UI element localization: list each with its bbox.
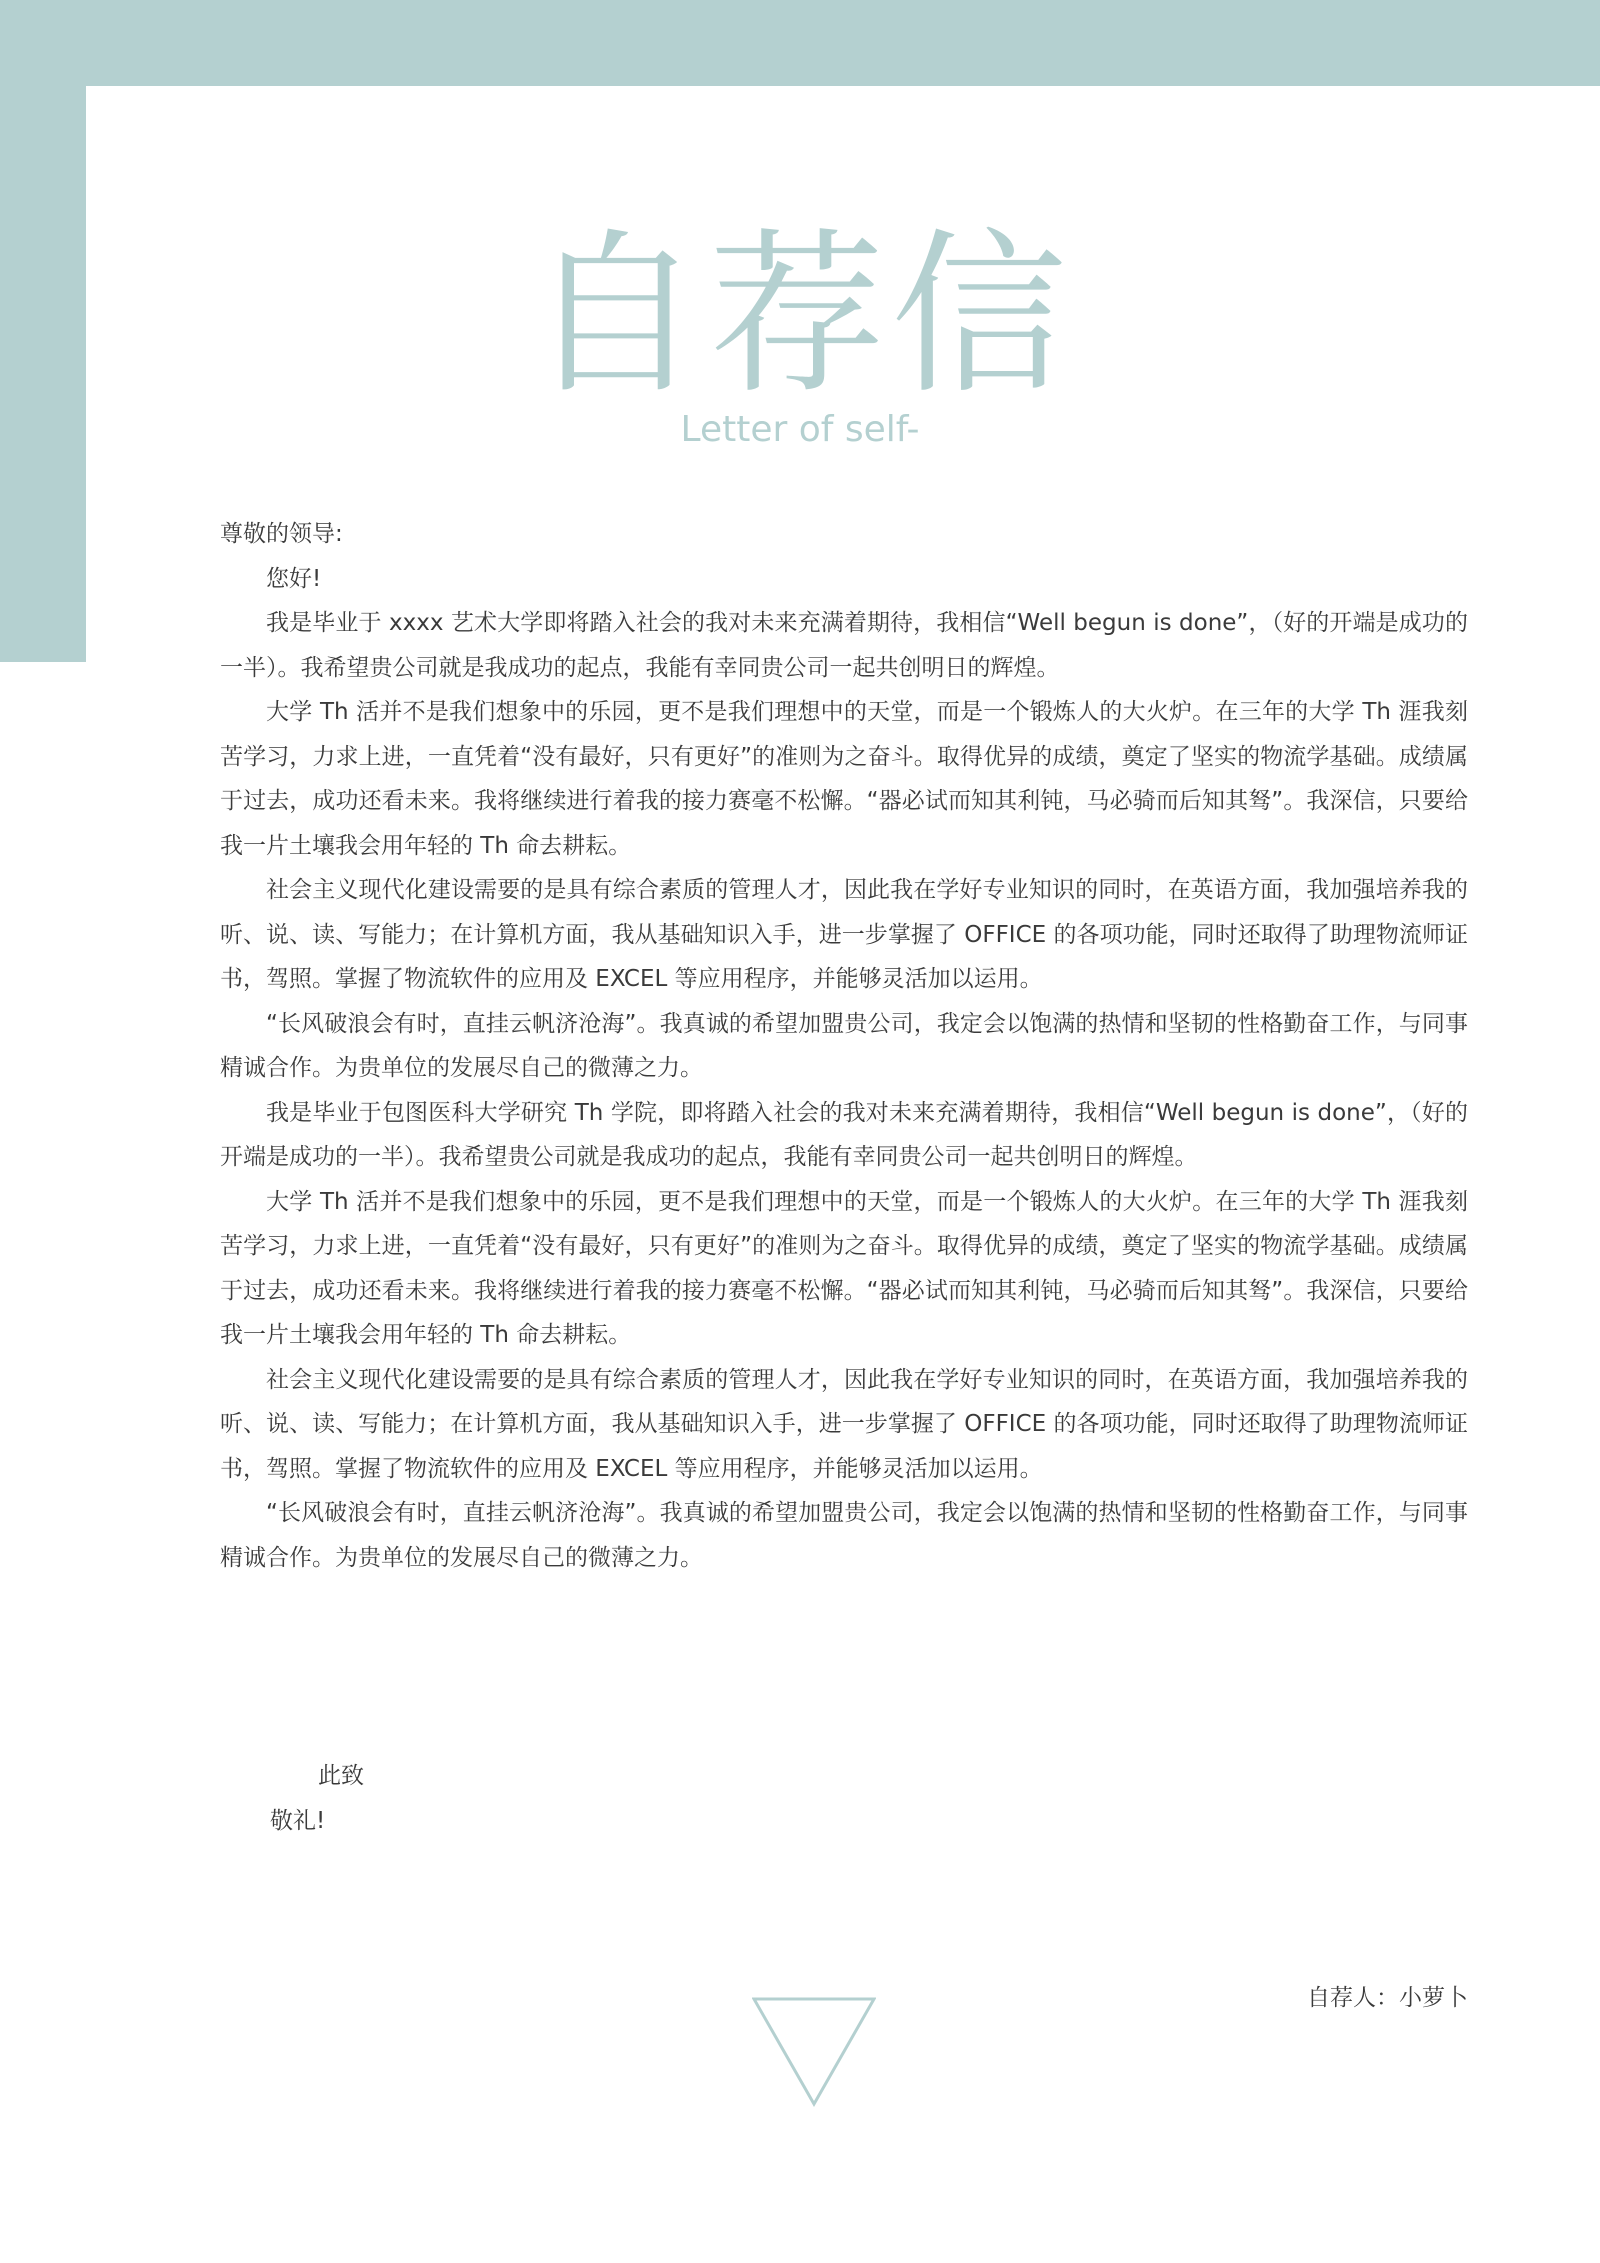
page-subtitle: Letter of self- — [680, 409, 920, 450]
letter-paragraph: 社会主义现代化建设需要的是具有综合素质的管理人才，因此我在学好专业知识的同时，在英语方面，我加强培养我的听、说、读、写能力；在计算机方面，我从基础知识入手，进一步掌握了 OFFICE 的各项功能，同时还取得了助理物流师证书，驾照。掌握了物流软件的应用及 EXCEL 等应用程序，并能够灵活加以运用。 — [220, 877, 1468, 992]
closing-block — [270, 1754, 364, 1843]
closing-line-1: 此致 — [318, 1763, 364, 1789]
down-triangle-icon — [752, 1997, 876, 2107]
letter-body — [220, 512, 1468, 1580]
top-accent-band — [0, 0, 1600, 86]
closing-line-2: 敬礼! — [270, 1807, 326, 1834]
letter-paragraph: 我是毕业于 xxxx 艺术大学即将踏入社会的我对未来充满着期待，我相信“Well begun is done”，（好的开端是成功的一半）。我希望贵公司就是我成功的起点，我能有幸同贵公司一起共创明日的辉煌。 — [220, 610, 1468, 681]
letter-paragraph: 我是毕业于包图医科大学研究 Th 学院，即将踏入社会的我对未来充满着期待，我相信“Well begun is done”，（好的开端是成功的一半）。我希望贵公司就是我成功的起点，我能有幸同贵公司一起共创明日的辉煌。 — [220, 1099, 1468, 1170]
letter-paragraph: “长风破浪会有时，直挂云帆济沧海”。我真诚的希望加盟贵公司，我定会以饱满的热情和坚韧的性格勤奋工作，与同事精诚合作。为贵单位的发展尽自己的微薄之力。 — [220, 1010, 1468, 1081]
signature: 自荐人：小萝卜 — [1307, 1985, 1468, 2011]
letter-paragraph: 社会主义现代化建设需要的是具有综合素质的管理人才，因此我在学好专业知识的同时，在英语方面，我加强培养我的听、说、读、写能力；在计算机方面，我从基础知识入手，进一步掌握了 OFFICE 的各项功能，同时还取得了助理物流师证书，驾照。掌握了物流软件的应用及 EXCEL 等应用程序，并能够灵活加以运用。 — [220, 1366, 1468, 1482]
letter-paragraph: 大学 Th 活并不是我们想象中的乐园，更不是我们理想中的天堂，而是一个锻炼人的大火炉。在三年的大学 Th 涯我刻苦学习，力求上进，一直凭着“没有最好，只有更好”的准则为之奋斗。取得优异的成绩，奠定了坚实的物流学基础。成绩属于过去，成功还看未来。我将继续进行着我的接力赛毫不松懈。“器必试而知其利钝，马必骑而后知其驽”。我深信，只要给我一片土壤我会用年轻的 Th 命去耕耘。 — [220, 699, 1468, 859]
letter-paragraph: 大学 Th 活并不是我们想象中的乐园，更不是我们理想中的天堂，而是一个锻炼人的大火炉。在三年的大学 Th 涯我刻苦学习，力求上进，一直凭着“没有最好，只有更好”的准则为之奋斗。取得优异的成绩，奠定了坚实的物流学基础。成绩属于过去，成功还看未来。我将继续进行着我的接力赛毫不松懈。“器必试而知其利钝，马必骑而后知其驽”。我深信，只要给我一片土壤我会用年轻的 Th 命去耕耘。 — [220, 1188, 1468, 1348]
salutation: 尊敬的领导: — [220, 521, 343, 547]
page-title: 自荐信 — [526, 213, 1073, 418]
greeting: 您好! — [266, 565, 322, 592]
letter-paragraph: “长风破浪会有时，直挂云帆济沧海”。我真诚的希望加盟贵公司，我定会以饱满的热情和坚韧的性格勤奋工作，与同事精诚合作。为贵单位的发展尽自己的微薄之力。 — [220, 1500, 1468, 1571]
